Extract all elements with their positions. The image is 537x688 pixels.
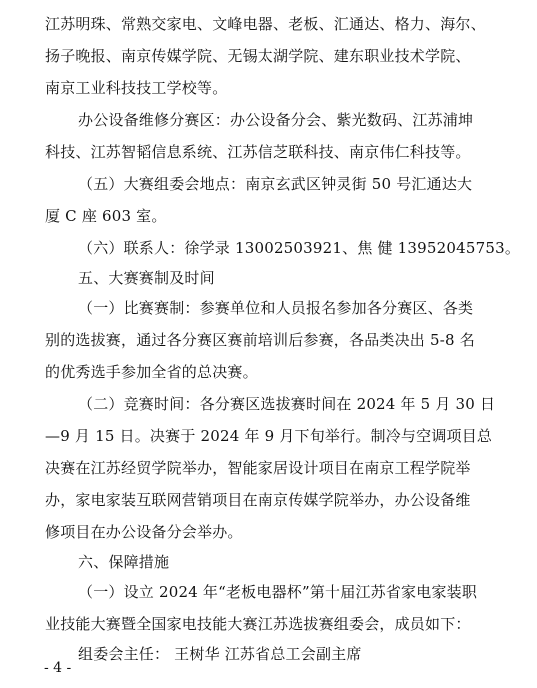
text-line-20: 业技能大赛暨全国家电技能大赛江苏选拔赛组委会，成员如下： xyxy=(45,615,471,633)
text-line-7: 厦 C 座 603 室。 xyxy=(45,207,167,225)
text-line-1: 江苏明珠、常熟交家电、文峰电器、老板、汇通达、格力、海尔、 xyxy=(45,15,486,33)
text-line-4: 办公设备维修分赛区：办公设备分会、紫光数码、江苏浦坤 xyxy=(78,111,474,129)
page-number: - 4 - xyxy=(44,660,72,676)
text-line-21: 组委会主任： 王树华 江苏省总工会副主席 xyxy=(78,645,362,663)
text-line-10: （一）比赛赛制：参赛单位和人员报名参加各分赛区、各类 xyxy=(78,299,474,317)
section-heading-6: 六、保障措施 xyxy=(78,553,170,571)
text-line-14: —9 月 15 日。决赛于 2024 年 9 月下旬举行。制冷与空调项目总 xyxy=(45,427,493,445)
text-line-13: （二）竞赛时间：各分赛区选拔赛时间在 2024 年 5 月 30 日 xyxy=(78,395,496,413)
text-line-8: （六）联系人：徐学录 13002503921、焦 健 13952045753。 xyxy=(78,239,521,257)
text-line-19: （一）设立 2024 年“老板电器杯”第十届江苏省家电家装职 xyxy=(78,583,478,601)
text-line-3: 南京工业科技技工学校等。 xyxy=(45,79,228,97)
text-line-15: 决赛在江苏经贸学院举办，智能家居设计项目在南京工程学院举 xyxy=(45,459,471,477)
text-line-16: 办，家电家装互联网营销项目在南京传媒学院举办，办公设备维 xyxy=(45,491,471,509)
text-line-5: 科技、江苏智韬信息系统、江苏信芝联科技、南京伟仁科技等。 xyxy=(45,143,471,161)
section-heading-5: 五、大赛赛制及时间 xyxy=(78,269,215,287)
text-line-6: （五）大赛组委会地点：南京玄武区钟灵街 50 号汇通达大 xyxy=(78,175,473,193)
text-line-11: 别的选拔赛，通过各分赛区赛前培训后参赛，各品类决出 5-8 名 xyxy=(45,331,475,349)
text-line-12: 的优秀选手参加全省的总决赛。 xyxy=(45,363,258,381)
text-line-2: 扬子晚报、南京传媒学院、无锡太湖学院、建东职业技术学院、 xyxy=(45,47,471,65)
text-line-17: 修项目在办公设备分会举办。 xyxy=(45,523,243,541)
